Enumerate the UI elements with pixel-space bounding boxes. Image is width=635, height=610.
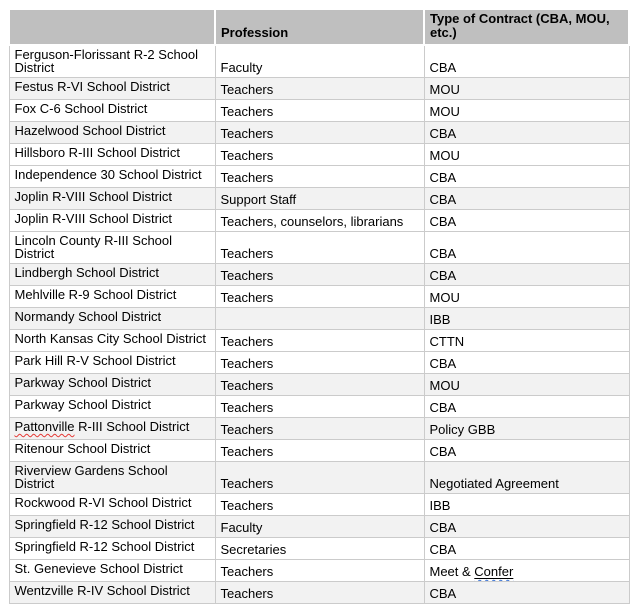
cell-district[interactable]: Ferguson-Florissant R-2 School District	[9, 45, 215, 78]
cell-district[interactable]: Lindbergh School District	[9, 264, 215, 286]
header-cell-profession[interactable]: Profession	[215, 9, 424, 45]
table-row	[9, 144, 629, 166]
table-row	[9, 308, 629, 330]
cell-contract[interactable]: CBA	[424, 166, 629, 188]
cell-profession[interactable]: Teachers	[215, 374, 424, 396]
cell-district[interactable]: Rockwood R-VI School District	[9, 494, 215, 516]
table-row	[9, 560, 629, 582]
table-row	[9, 538, 629, 560]
cell-profession[interactable]: Teachers	[215, 264, 424, 286]
cell-profession[interactable]: Faculty	[215, 516, 424, 538]
cell-contract[interactable]: Policy GBB	[424, 418, 629, 440]
cell-profession[interactable]: Teachers	[215, 494, 424, 516]
cell-district[interactable]: Mehlville R-9 School District	[9, 286, 215, 308]
table-row	[9, 418, 629, 440]
cell-contract[interactable]: CBA	[424, 45, 629, 78]
cell-contract[interactable]: CBA	[424, 440, 629, 462]
cell-district[interactable]: Lincoln County R-III School District	[9, 232, 215, 264]
table-row	[9, 232, 629, 264]
header-cell-district[interactable]	[9, 9, 215, 45]
cell-contract[interactable]: CBA	[424, 264, 629, 286]
cell-district[interactable]: Festus R-VI School District	[9, 78, 215, 100]
cell-district[interactable]: Hillsboro R-III School District	[9, 144, 215, 166]
cell-profession[interactable]: Teachers	[215, 166, 424, 188]
table-row	[9, 45, 629, 78]
table-row	[9, 352, 629, 374]
cell-profession[interactable]: Teachers	[215, 100, 424, 122]
spellcheck-squiggle-word: Pattonville	[14, 419, 75, 434]
cell-district[interactable]: Parkway School District	[9, 374, 215, 396]
table-row	[9, 494, 629, 516]
cell-profession[interactable]	[215, 308, 424, 330]
cell-district[interactable]: Normandy School District	[9, 308, 215, 330]
cell-profession[interactable]: Teachers	[215, 232, 424, 264]
table-row	[9, 516, 629, 538]
cell-district[interactable]: Parkway School District	[9, 396, 215, 418]
cell-district[interactable]: Joplin R-VIII School District	[9, 210, 215, 232]
cell-contract[interactable]: MOU	[424, 374, 629, 396]
cell-profession[interactable]: Faculty	[215, 45, 424, 78]
table-row	[9, 100, 629, 122]
cell-contract[interactable]: MOU	[424, 286, 629, 308]
table-row	[9, 122, 629, 144]
cell-contract[interactable]: CBA	[424, 122, 629, 144]
table-row	[9, 582, 629, 604]
cell-profession[interactable]: Teachers	[215, 560, 424, 582]
cell-contract[interactable]: CBA	[424, 232, 629, 264]
grammar-squiggle-word: Confer	[474, 564, 514, 579]
cell-district[interactable]: Park Hill R-V School District	[9, 352, 215, 374]
cell-district[interactable]: Riverview Gardens School District	[9, 462, 215, 494]
cell-profession[interactable]: Teachers	[215, 440, 424, 462]
cell-district[interactable]: Independence 30 School District	[9, 166, 215, 188]
cell-contract[interactable]: CBA	[424, 188, 629, 210]
cell-contract[interactable]: CBA	[424, 582, 629, 604]
cell-profession[interactable]: Teachers	[215, 144, 424, 166]
cell-district[interactable]: Wentzville R-IV School District	[9, 582, 215, 604]
table-row	[9, 264, 629, 286]
contracts-table	[8, 8, 630, 604]
table-row	[9, 462, 629, 494]
header-cell-contract[interactable]: Type of Contract (CBA, MOU, etc.)	[424, 9, 629, 45]
cell-district[interactable]: St. Genevieve School District	[9, 560, 215, 582]
cell-profession[interactable]: Teachers	[215, 122, 424, 144]
cell-contract[interactable]: Negotiated Agreement	[424, 462, 629, 494]
table-body	[9, 45, 629, 604]
underlined-word	[474, 564, 513, 579]
cell-contract[interactable]: IBB	[424, 494, 629, 516]
header-row	[9, 9, 629, 45]
cell-district[interactable]: North Kansas City School District	[9, 330, 215, 352]
cell-contract[interactable]: MOU	[424, 78, 629, 100]
table-row	[9, 396, 629, 418]
cell-contract[interactable]: CBA	[424, 538, 629, 560]
cell-district[interactable]: Springfield R-12 School District	[9, 538, 215, 560]
cell-profession[interactable]: Support Staff	[215, 188, 424, 210]
cell-contract[interactable]: MOU	[424, 144, 629, 166]
cell-contract[interactable]: CBA	[424, 352, 629, 374]
cell-profession[interactable]: Teachers	[215, 418, 424, 440]
cell-contract[interactable]: Meet & Confer	[424, 560, 629, 582]
cell-contract[interactable]: CBA	[424, 516, 629, 538]
cell-contract[interactable]: MOU	[424, 100, 629, 122]
cell-contract[interactable]: IBB	[424, 308, 629, 330]
cell-profession[interactable]: Teachers	[215, 352, 424, 374]
cell-district[interactable]: Ritenour School District	[9, 440, 215, 462]
table-row	[9, 210, 629, 232]
cell-profession[interactable]: Teachers	[215, 462, 424, 494]
cell-profession[interactable]: Teachers, counselors, librarians	[215, 210, 424, 232]
table-row	[9, 440, 629, 462]
cell-profession[interactable]: Teachers	[215, 582, 424, 604]
table-row	[9, 330, 629, 352]
table-header	[9, 9, 629, 45]
table-row	[9, 286, 629, 308]
table-row	[9, 78, 629, 100]
table-row	[9, 166, 629, 188]
table-row	[9, 188, 629, 210]
cell-district[interactable]: Hazelwood School District	[9, 122, 215, 144]
cell-profession[interactable]: Teachers	[215, 330, 424, 352]
cell-contract[interactable]: CBA	[424, 396, 629, 418]
cell-district[interactable]: Springfield R-12 School District	[9, 516, 215, 538]
cell-contract[interactable]: CBA	[424, 210, 629, 232]
cell-profession[interactable]: Teachers	[215, 396, 424, 418]
cell-district[interactable]: Fox C-6 School District	[9, 100, 215, 122]
cell-district[interactable]: Joplin R-VIII School District	[9, 188, 215, 210]
cell-profession[interactable]: Secretaries	[215, 538, 424, 560]
cell-profession[interactable]: Teachers	[215, 286, 424, 308]
cell-contract[interactable]: CTTN	[424, 330, 629, 352]
cell-profession[interactable]: Teachers	[215, 78, 424, 100]
cell-district[interactable]: Pattonville R-III School District	[9, 418, 215, 440]
table-row	[9, 374, 629, 396]
